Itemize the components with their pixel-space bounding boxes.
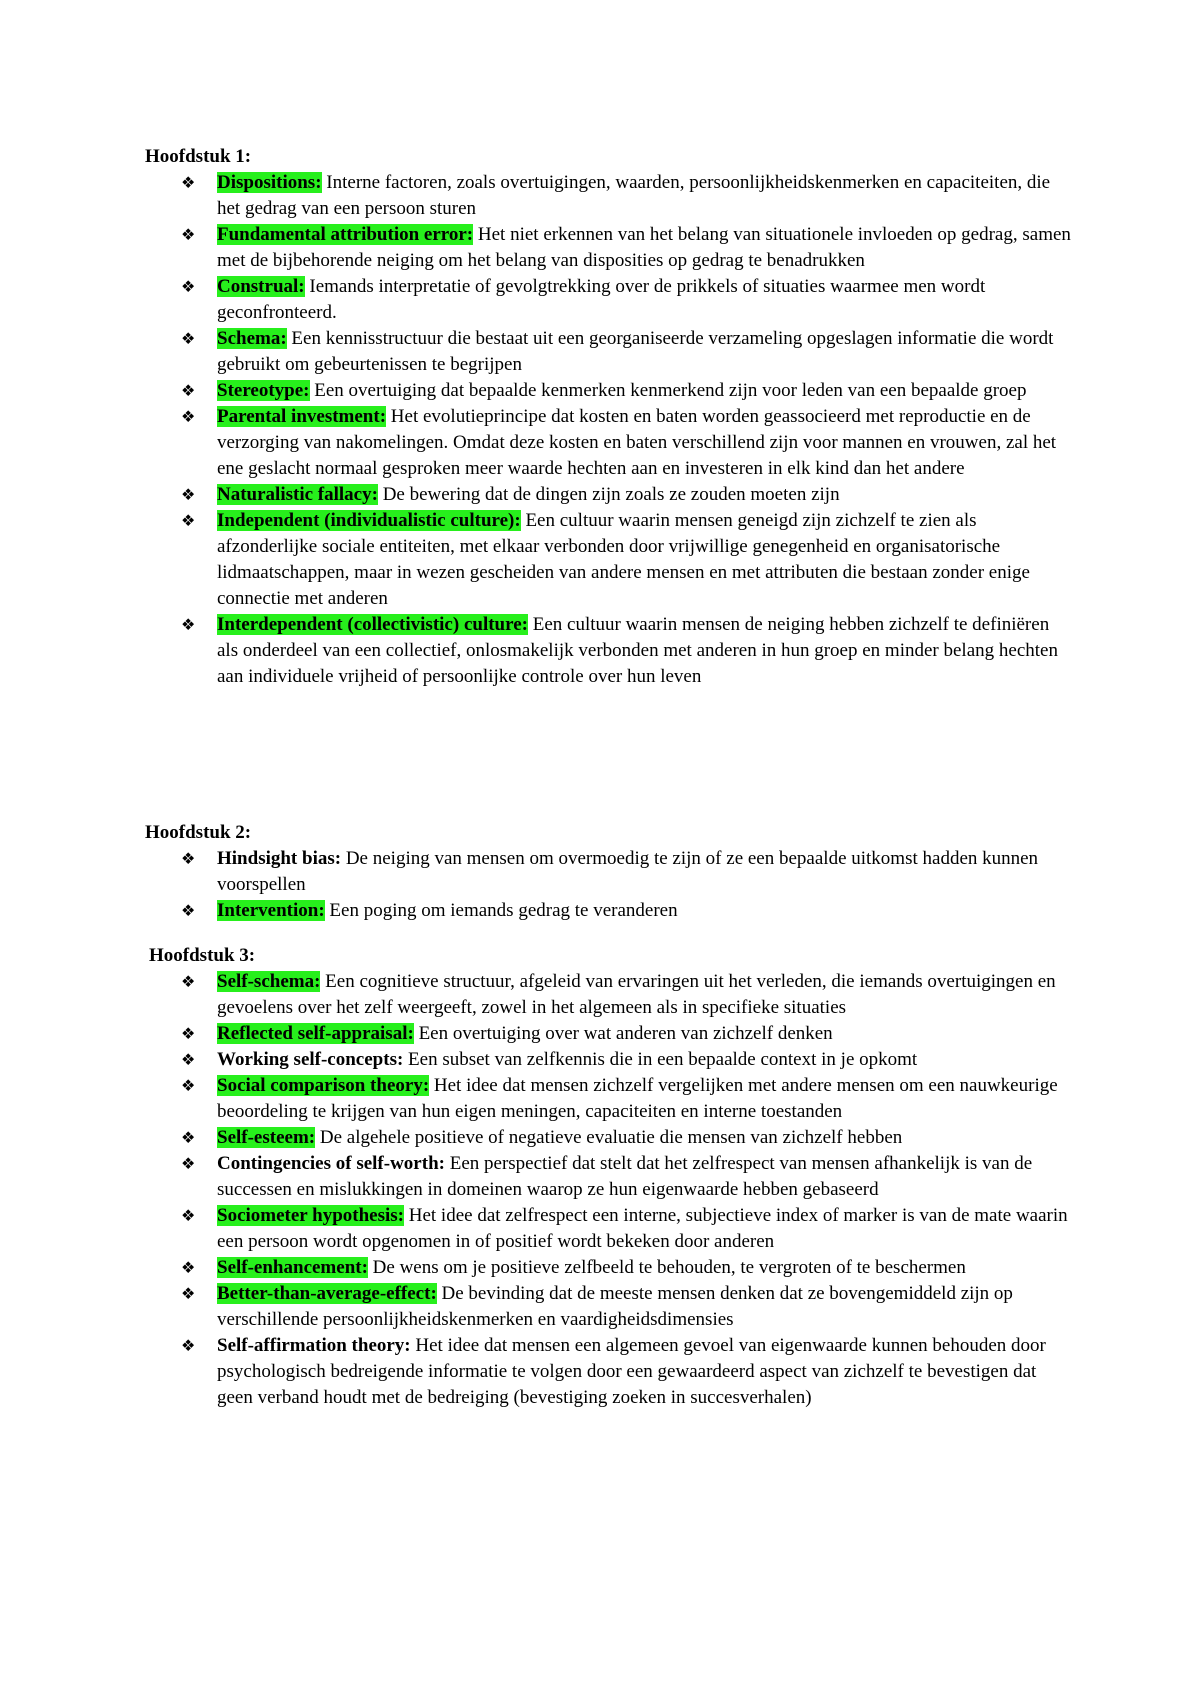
- definition-term: Dispositions:: [217, 172, 322, 193]
- definition-item: [145, 898, 1075, 924]
- definition-item: [145, 378, 1075, 404]
- diamond-bullet-icon: ❖: [181, 511, 196, 530]
- diamond-bullet-icon: ❖: [181, 615, 196, 634]
- definition-text: Een cultuur waarin mensen geneigd zijn zichzelf te zien als afzonderlijke sociale entiteiten, met elkaar verbonden door vrijwillige genegenheid en organisatorische lidmaatschappen, maar in wezen gescheiden van andere mensen en met attributen die bestaan zonder enige connectie met anderen: [217, 510, 1030, 609]
- definition-item: [145, 1333, 1075, 1411]
- definition-term: Stereotype:: [217, 380, 310, 401]
- definition-term: Naturalistic fallacy:: [217, 484, 378, 505]
- definition-term: Working self-concepts:: [217, 1049, 404, 1070]
- definition-text: Een kennisstructuur die bestaat uit een georganiseerde verzameling opgeslagen informatie die wordt gebruikt om gebeurtenissen te begrijpen: [217, 328, 1054, 375]
- definition-term: Self-enhancement:: [217, 1257, 368, 1278]
- diamond-bullet-icon: ❖: [181, 173, 196, 192]
- definition-text: De bewering dat de dingen zijn zoals ze zouden moeten zijn: [377, 484, 840, 505]
- diamond-bullet-icon: ❖: [181, 1258, 196, 1277]
- diamond-bullet-icon: ❖: [181, 1050, 196, 1069]
- definition-term: Schema:: [217, 328, 287, 349]
- definition-text: Het evolutieprincipe dat kosten en baten worden geassocieerd met reproductie en de verzorging van nakomelingen. Omdat deze kosten en baten verschillend zijn voor mannen en vrouwen, zal het ene geslacht normaal gesproken meer waarde hechten aan en investeren in elk kind dan het andere: [217, 406, 1057, 479]
- definition-term: Self-schema:: [217, 971, 321, 992]
- definition-term: Interdependent (collectivistic) culture:: [217, 614, 528, 635]
- diamond-bullet-icon: ❖: [181, 972, 196, 991]
- section-heading: Hoofdstuk 1:: [145, 146, 252, 167]
- diamond-bullet-icon: ❖: [181, 1076, 196, 1095]
- section-heading: Hoofdstuk 3:: [149, 945, 256, 966]
- definition-text: Een overtuiging dat bepaalde kenmerken kenmerkend zijn voor leden van een bepaalde groep: [309, 380, 1027, 401]
- definition-text: Iemands interpretatie of gevolgtrekking over de prikkels of situaties waarmee men wordt geconfronteerd.: [217, 276, 986, 323]
- definition-item: [145, 1203, 1075, 1255]
- definition-term: Intervention:: [217, 900, 325, 921]
- diamond-bullet-icon: ❖: [181, 381, 196, 400]
- diamond-bullet-icon: ❖: [181, 1154, 196, 1173]
- diamond-bullet-icon: ❖: [181, 849, 196, 868]
- diamond-bullet-icon: ❖: [181, 1284, 196, 1303]
- definition-term: Self-affirmation theory:: [217, 1335, 411, 1356]
- definition-text: Een cultuur waarin mensen de neiging hebben zichzelf te definiëren als onderdeel van een collectief, onlosmakelijk verbonden met anderen in hun groep en minder belang hechten aan individuele vrijheid of persoonlijke controle over hun leven: [217, 614, 1058, 687]
- diamond-bullet-icon: ❖: [181, 277, 196, 296]
- definition-item: [145, 1073, 1075, 1125]
- diamond-bullet-icon: ❖: [181, 901, 196, 920]
- definition-text: Een poging om iemands gedrag te veranderen: [324, 900, 678, 921]
- definition-item: [145, 1151, 1075, 1203]
- definition-item: [145, 1047, 1075, 1073]
- definition-term: Reflected self-appraisal:: [217, 1023, 414, 1044]
- definition-text: De wens om je positieve zelfbeeld te behouden, te vergroten of te beschermen: [367, 1257, 966, 1278]
- definition-item: [145, 1021, 1075, 1047]
- definition-term: Better-than-average-effect:: [217, 1283, 437, 1304]
- definition-list: [145, 846, 1075, 924]
- definition-term: Independent (individualistic culture):: [217, 510, 521, 531]
- definition-text: Een overtuiging over wat anderen van zichzelf denken: [413, 1023, 833, 1044]
- definition-text: De algehele positieve of negatieve evaluatie die mensen van zichzelf hebben: [315, 1127, 903, 1148]
- diamond-bullet-icon: ❖: [181, 329, 196, 348]
- section-hoofdstuk-1: [145, 144, 1075, 690]
- definition-term: Hindsight bias:: [217, 848, 342, 869]
- section-hoofdstuk-2: [145, 820, 1075, 924]
- definition-item: [145, 508, 1075, 612]
- definition-term: Sociometer hypothesis:: [217, 1205, 404, 1226]
- definition-text: Het idee dat mensen een algemeen gevoel van eigenwaarde kunnen behouden door psychologisch bedreigende informatie te volgen door een gewaardeerd aspect van zichzelf te bevestigen dat geen verband houdt met de bedreiging (bevestiging zoeken in succesverhalen): [217, 1335, 1046, 1408]
- diamond-bullet-icon: ❖: [181, 485, 196, 504]
- definition-item: [145, 170, 1075, 222]
- diamond-bullet-icon: ❖: [181, 1206, 196, 1225]
- definition-text: Een perspectief dat stelt dat het zelfrespect van mensen afhankelijk is van de successen en mislukkingen in domeinen waarop ze hun eigenwaarde hebben gebaseerd: [217, 1153, 1033, 1200]
- section-heading: Hoofdstuk 2:: [145, 822, 252, 843]
- definition-item: [145, 274, 1075, 326]
- definition-text: Het idee dat mensen zichzelf vergelijken met andere mensen om een nauwkeurige beoordeling te krijgen van hun eigen meningen, capaciteiten en interne toestanden: [217, 1075, 1058, 1122]
- definition-item: [145, 846, 1075, 898]
- definition-item: [145, 1255, 1075, 1281]
- definition-term: Contingencies of self-worth:: [217, 1153, 445, 1174]
- definition-list: [145, 170, 1075, 690]
- definition-item: [145, 969, 1075, 1021]
- section-hoofdstuk-3: [145, 943, 1075, 1411]
- definition-item: [145, 482, 1075, 508]
- diamond-bullet-icon: ❖: [181, 1024, 196, 1043]
- definition-text: De bevinding dat de meeste mensen denken dat ze bovengemiddeld zijn op verschillende persoonlijkheidskenmerken en vaardigheidsdimensies: [217, 1283, 1013, 1330]
- definition-item: [145, 1281, 1075, 1333]
- definition-term: Construal:: [217, 276, 305, 297]
- diamond-bullet-icon: ❖: [181, 225, 196, 244]
- definition-term: Parental investment:: [217, 406, 387, 427]
- definition-term: Social comparison theory:: [217, 1075, 430, 1096]
- definition-list: [145, 969, 1075, 1411]
- definition-text: De neiging van mensen om overmoedig te zijn of ze een bepaalde uitkomst hadden kunnen voorspellen: [217, 848, 1039, 895]
- definition-term: Self-esteem:: [217, 1127, 316, 1148]
- definition-item: [145, 1125, 1075, 1151]
- definition-item: [145, 612, 1075, 690]
- definition-item: [145, 222, 1075, 274]
- definition-text: Het niet erkennen van het belang van situationele invloeden op gedrag, samen met de bijbehorende neiging om het belang van disposities op gedrag te benadrukken: [217, 224, 1071, 271]
- definition-term: Fundamental attribution error:: [217, 224, 474, 245]
- definition-text: Het idee dat zelfrespect een interne, subjectieve index of marker is van de mate waarin een persoon wordt opgenomen in of positief wordt bekeken door anderen: [217, 1205, 1068, 1252]
- definition-text: Een subset van zelfkennis die in een bepaalde context in je opkomt: [403, 1049, 918, 1070]
- definition-item: [145, 404, 1075, 482]
- definition-text: Een cognitieve structuur, afgeleid van ervaringen uit het verleden, die iemands overtuigingen en gevoelens over het zelf weergeeft, zowel in het algemeen als in specifieke situaties: [217, 971, 1056, 1018]
- definition-item: [145, 326, 1075, 378]
- definition-text: Interne factoren, zoals overtuigingen, waarden, persoonlijkheidskenmerken en capaciteiten, die het gedrag van een persoon sturen: [217, 172, 1051, 219]
- diamond-bullet-icon: ❖: [181, 407, 196, 426]
- diamond-bullet-icon: ❖: [181, 1128, 196, 1147]
- diamond-bullet-icon: ❖: [181, 1336, 196, 1355]
